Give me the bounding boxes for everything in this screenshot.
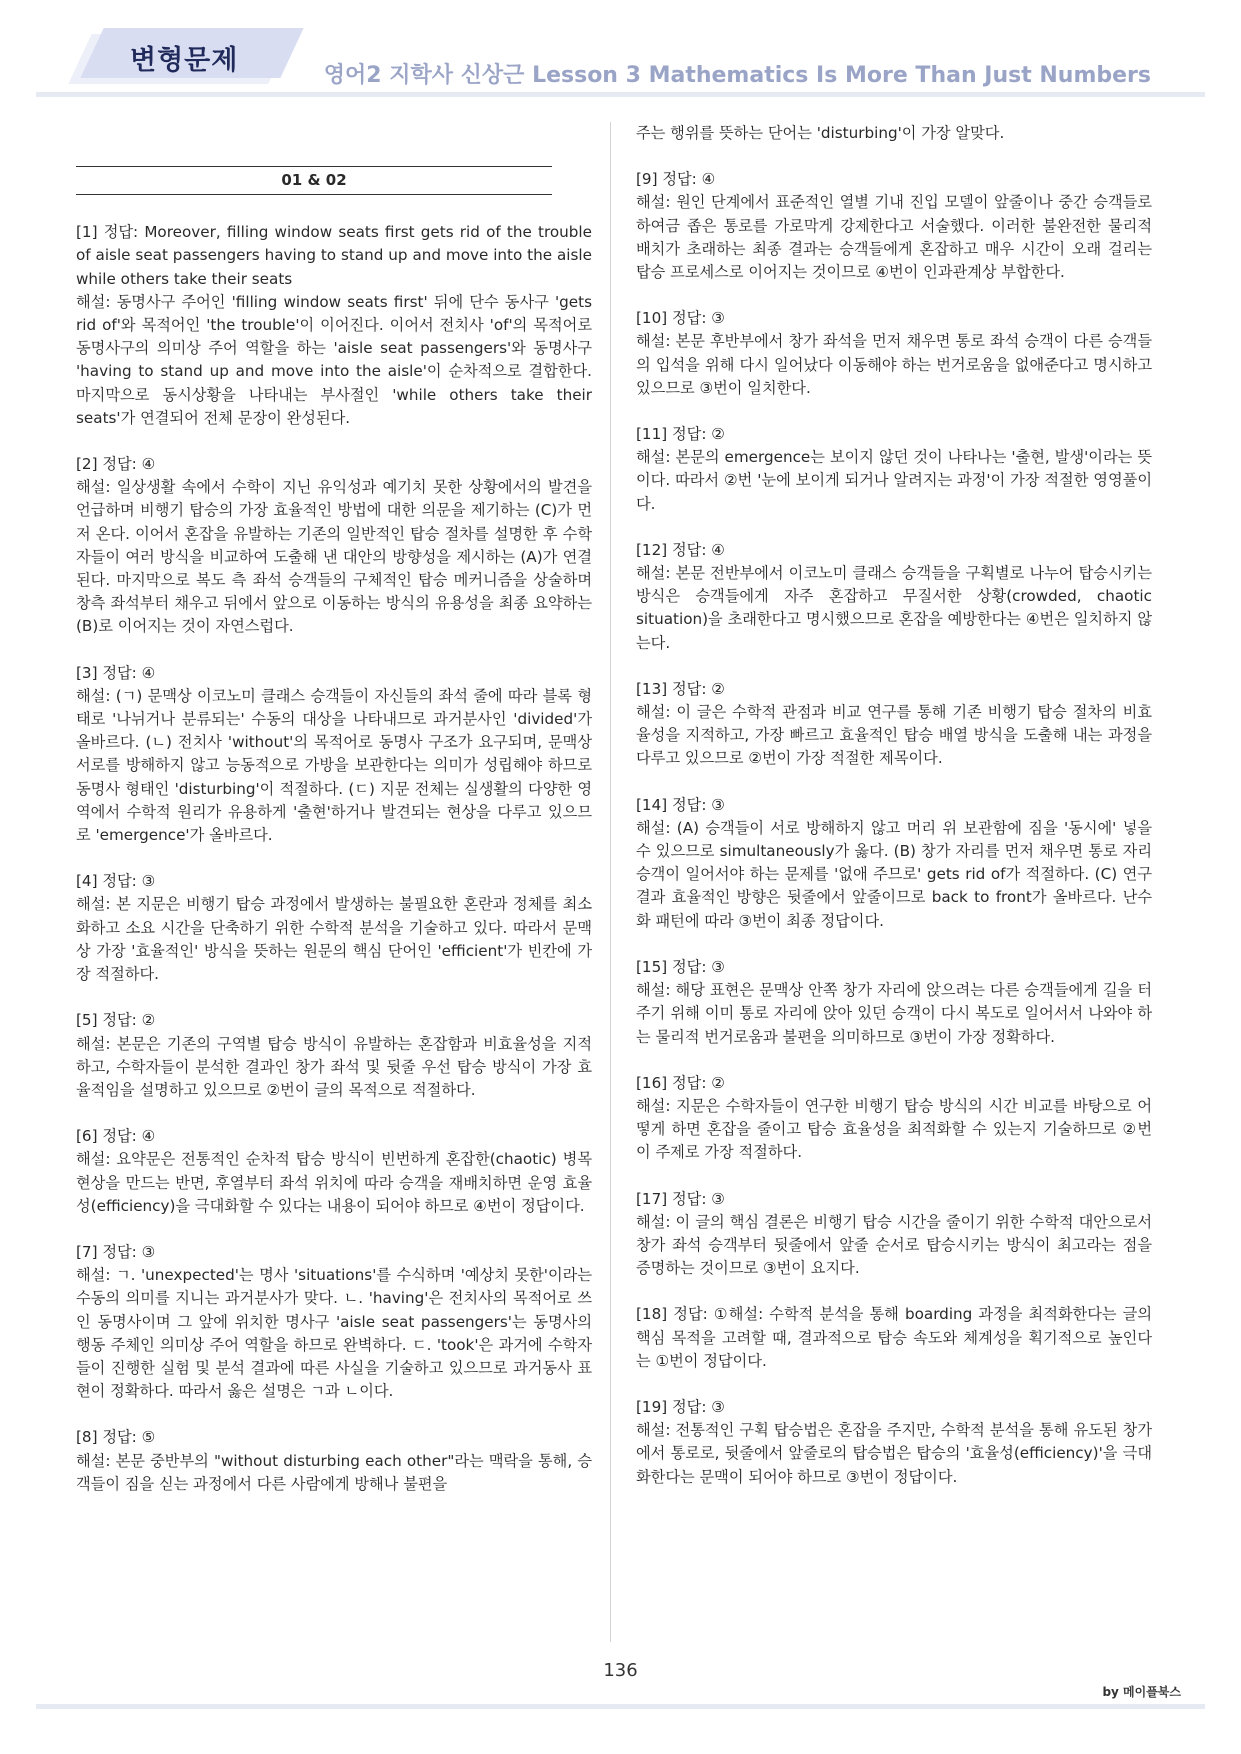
answer-item xyxy=(636,307,1152,400)
answer-explanation: 해설: 이 글의 핵심 결론은 비행기 탑승 시간을 줄이기 위한 수학적 대안으로서 창가 좌석 승객부터 뒷줄에서 앞줄 순서로 탑승시키는 방식이 최고라는 점을 증명하는 것이므로 ③번이 요지다. xyxy=(636,1212,1152,1278)
right-answer-list xyxy=(636,168,1152,1489)
answer-title: [15] 정답: ③ xyxy=(636,957,725,976)
answer-title: [9] 정답: ④ xyxy=(636,170,716,189)
answer-item xyxy=(636,956,1152,1049)
answer-item xyxy=(636,1188,1152,1281)
left-answer-list xyxy=(76,221,592,1496)
answer-explanation: 해설: (A) 승객들이 서로 방해하지 않고 머리 위 보관함에 짐을 '동시에' 넣을 수 있으므로 simultaneously가 옳다. (B) 창가 자리를 먼저 채우면 통로 자리 승객이 일어서야 하는 문제를 '없애 주므로' gets rid of가 적절하다. (C) 연구 결과 효율적인 방향은 뒷줄에서 앞줄이므로 back to front가 올바르다. 난수화 패턴에 따라 ③번이 최종 정답이다. xyxy=(636,818,1152,930)
answer-item xyxy=(636,1396,1152,1489)
answer-title: [17] 정답: ③ xyxy=(636,1189,725,1208)
answer-explanation: [18] 정답: ①해설: 수학적 분석을 통해 boarding 과정을 최적화한다는 글의 핵심 목적을 고려할 때, 결과적으로 탑승 속도와 체계성을 획기적으로 높인다는 ①번이 정답이다. xyxy=(636,1305,1152,1370)
answer-title: [1] 정답: Moreover, filling window seats first gets rid of the trouble of aisle seat passengers having to stand up and move into the aisle while others take their seats xyxy=(76,223,592,288)
answer-item xyxy=(636,539,1152,655)
answer-title: [19] 정답: ③ xyxy=(636,1397,725,1416)
answer-explanation: 해설: 원인 단계에서 표준적인 열별 기내 진입 모델이 앞줄이나 중간 승객들로 하여금 좁은 통로를 가로막게 강제한다고 서술했다. 이러한 불완전한 물리적 배치가 초래하는 최종 결과는 승객들에게 혼잡하고 매우 시간이 오래 걸리는 탑승 프로세스로 이어지는 것이므로 ④번이 인과관계상 부합한다. xyxy=(636,193,1152,282)
answer-title: [3] 정답: ④ xyxy=(76,663,156,682)
answer-explanation: 해설: 본 지문은 비행기 탑승 과정에서 발생하는 불필요한 혼란과 정체를 최소화하고 소요 시간을 단축하기 위한 수학적 분석을 기술하고 있다. 따라서 문맥상 가장 '효율적인' 방식을 뜻하는 원문의 핵심 단어인 'efficient'가 빈칸에 가장 적절하다. xyxy=(76,895,592,984)
answer-item xyxy=(76,1125,592,1218)
header-divider xyxy=(36,92,1205,97)
answer-item xyxy=(76,1426,592,1496)
answer-title: [10] 정답: ③ xyxy=(636,309,725,328)
answer-explanation: 해설: 동명사구 주어인 'filling window seats first' 뒤에 단수 동사구 'gets rid of'와 목적어인 'the trouble'이 이어진다. 이어서 전치사 'of'의 목적어로 동명사구의 의미상 주어 역할을 하는 'aisle seat passengers'와 동명사구 'having to stand up and move into the aisle'이 순차적으로 결합한다. 마지막으로 동시상황을 나타내는 부사절인 'while others take their seats'가 연결되어 전체 문장이 완성된다. xyxy=(76,292,592,427)
section-title: 01 & 02 xyxy=(76,166,552,195)
footer-brand: by 메이플북스 xyxy=(1102,1685,1181,1699)
answer-explanation: 해설: 요약문은 전통적인 순차적 탑승 방식이 빈번하게 혼잡한(chaotic) 병목 현상을 만드는 반면, 후열부터 좌석 위치에 따라 승객을 재배치하면 운영 효율성(efficiency)을 극대화할 수 있다는 내용이 되어야 하므로 ④번이 정답이다. xyxy=(76,1150,592,1215)
answer-title: [11] 정답: ② xyxy=(636,425,725,444)
answer-item xyxy=(636,794,1152,933)
answer-title: [5] 정답: ② xyxy=(76,1011,156,1030)
answer-explanation: 해설: 본문 중반부의 "without disturbing each other"라는 맥락을 통해, 승객들이 짐을 싣는 과정에서 다른 사람에게 방해나 불편을 xyxy=(76,1451,592,1493)
page-title: 영어2 지학사 신상근 Lesson 3 Mathematics Is More Than Just Numbers xyxy=(323,63,1151,88)
answer-title: [7] 정답: ③ xyxy=(76,1242,156,1261)
answer-item xyxy=(76,221,592,430)
answer-item xyxy=(636,1072,1152,1165)
answer-title: [13] 정답: ② xyxy=(636,679,725,698)
answer-explanation: 해설: 일상생활 속에서 수학이 지닌 유익성과 예기치 못한 상황에서의 발견을 언급하며 비행기 탑승의 가장 효율적인 방법에 대한 의문을 제기하는 (C)가 먼저 온다. 이어서 혼잡을 유발하는 기존의 일반적인 탑승 절차를 설명한 후 수학자들이 여러 방식을 비교하여 도출해 낸 대안의 방향성을 제시하는 (A)가 연결된다. 마지막으로 복도 측 좌석 승객들의 구체적인 탑승 메커니즘을 상술하며 창측 좌석부터 채우고 뒤에서 앞으로 이동하는 방식의 유용성을 최종 요약하는 (B)로 이어지는 것이 자연스럽다. xyxy=(76,478,592,636)
footer-divider xyxy=(36,1704,1205,1709)
header-label: 변형문제 xyxy=(130,45,239,76)
answer-explanation: 해설: 해당 표현은 문맥상 안쪽 창가 자리에 앉으려는 다른 승객들에게 길을 터주기 위해 이미 통로 자리에 앉아 있던 승객이 다시 복도로 일어서서 나와야 하는 물리적 번거로움과 불편을 의미하므로 ③번이 가장 정확하다. xyxy=(636,981,1152,1046)
answer-explanation: 해설: (ㄱ) 문맥상 이코노미 클래스 승객들이 자신들의 좌석 줄에 따라 블록 형태로 '나뉘거나 분류되는' 수동의 대상을 나타내므로 과거분사인 'divided'가 올바르다. (ㄴ) 전치사 'without'의 목적어로 동명사 구조가 요구되며, 문맥상 서로를 방해하지 않고 능동적으로 가방을 보관한다는 의미가 성립해야 하므로 동명사 형태인 'disturbing'이 적절하다. (ㄷ) 지문 전체는 실생활의 다양한 영역에서 수학적 원리가 유용하게 '출현'하거나 발견되는 현상을 다루고 있으므로 'emergence'가 올바르다. xyxy=(76,686,592,845)
answer-item xyxy=(636,168,1152,284)
answer-title: [16] 정답: ② xyxy=(636,1073,725,1092)
answer-item xyxy=(76,453,592,639)
left-column xyxy=(76,122,592,1519)
answer-item xyxy=(636,678,1152,771)
page-number: 136 xyxy=(603,1660,638,1681)
answer-item xyxy=(636,423,1152,516)
answer-item xyxy=(76,662,592,848)
answer-item xyxy=(76,870,592,986)
right-column xyxy=(636,122,1152,1512)
answer-explanation: 해설: 이 글은 수학적 관점과 비교 연구를 통해 기존 비행기 탑승 절차의 비효율성을 지적하고, 가장 빠르고 효율적인 탑승 배열 방식을 도출해 내는 과정을 다루고 있으므로 ②번이 가장 적절한 제목이다. xyxy=(636,703,1152,768)
answer-explanation: 해설: 본문 후반부에서 창가 좌석을 먼저 채우면 통로 좌석 승객이 다른 승객들의 입석을 위해 다시 일어났다 이동해야 하는 번거로움을 없애준다고 명시하고 있으므로 ③번이 일치한다. xyxy=(636,332,1152,397)
answer-item xyxy=(636,1303,1152,1373)
answer-title: [14] 정답: ③ xyxy=(636,795,725,814)
continued-text: 주는 행위를 뜻하는 단어는 'disturbing'이 가장 알맞다. xyxy=(636,124,1005,142)
answer-explanation: 해설: ㄱ. 'unexpected'는 명사 'situations'를 수식하며 '예상치 못한'이라는 수동의 의미를 지니는 과거분사가 맞다. ㄴ. 'having'은 전치사의 목적어로 쓰인 동명사이며 그 앞에 위치한 명사구 'aisle seat passengers'는 동명사의 행동 주체인 의미상 주어 역할을 하므로 완벽하다. ㄷ. 'took'은 과거에 수학자들이 진행한 실험 및 분석 결과에 따른 사실을 기술하고 있으므로 과거동사 표현이 정확하다. 따라서 옳은 설명은 ㄱ과 ㄴ이다. xyxy=(76,1266,592,1401)
answer-explanation: 해설: 본문 전반부에서 이코노미 클래스 승객들을 구획별로 나누어 탑승시키는 방식은 승객들에게 자주 혼잡하고 무질서한 상황(crowded, chaotic situation)을 초래한다고 명시했으므로 혼잡을 예방한다는 ④번은 일치하지 않는다. xyxy=(636,564,1152,652)
answer-item xyxy=(76,1009,592,1102)
answer-explanation: 해설: 본문은 기존의 구역별 탑승 방식이 유발하는 혼잡함과 비효율성을 지적하고, 수학자들이 분석한 결과인 창가 좌석 및 뒷줄 우선 탑승 방식이 가장 효율적임을 설명하고 있으므로 ②번이 글의 목적으로 적절하다. xyxy=(76,1034,592,1099)
answer-title: [8] 정답: ⑤ xyxy=(76,1428,156,1447)
answer-title: [4] 정답: ③ xyxy=(76,872,156,891)
answer-explanation: 해설: 지문은 수학자들이 연구한 비행기 탑승 방식의 시간 비교를 바탕으로 어떻게 하면 혼잡을 줄이고 탑승 효율성을 최적화할 수 있는지 기술하므로 ②번이 주제로 가장 적절하다. xyxy=(636,1096,1152,1162)
answer-explanation: 해설: 전통적인 구획 탑승법은 혼잡을 주지만, 수학적 분석을 통해 유도된 창가에서 통로로, 뒷줄에서 앞줄로의 탑승법은 탑승의 '효율성(efficiency)'을 극대화한다는 문맥이 되어야 하므로 ③번이 정답이다. xyxy=(636,1421,1152,1486)
answer-title: [6] 정답: ④ xyxy=(76,1127,156,1146)
answer-item xyxy=(76,1241,592,1403)
answer-title: [2] 정답: ④ xyxy=(76,455,156,474)
answer-title: [12] 정답: ④ xyxy=(636,540,725,559)
answer-explanation: 해설: 본문의 emergence는 보이지 않던 것이 나타나는 '출현, 발생'이라는 뜻이다. 따라서 ②번 '눈에 보이게 되거나 알려지는 과정'이 가장 적절한 영영풀이다. xyxy=(636,448,1152,513)
column-divider xyxy=(610,122,611,1642)
